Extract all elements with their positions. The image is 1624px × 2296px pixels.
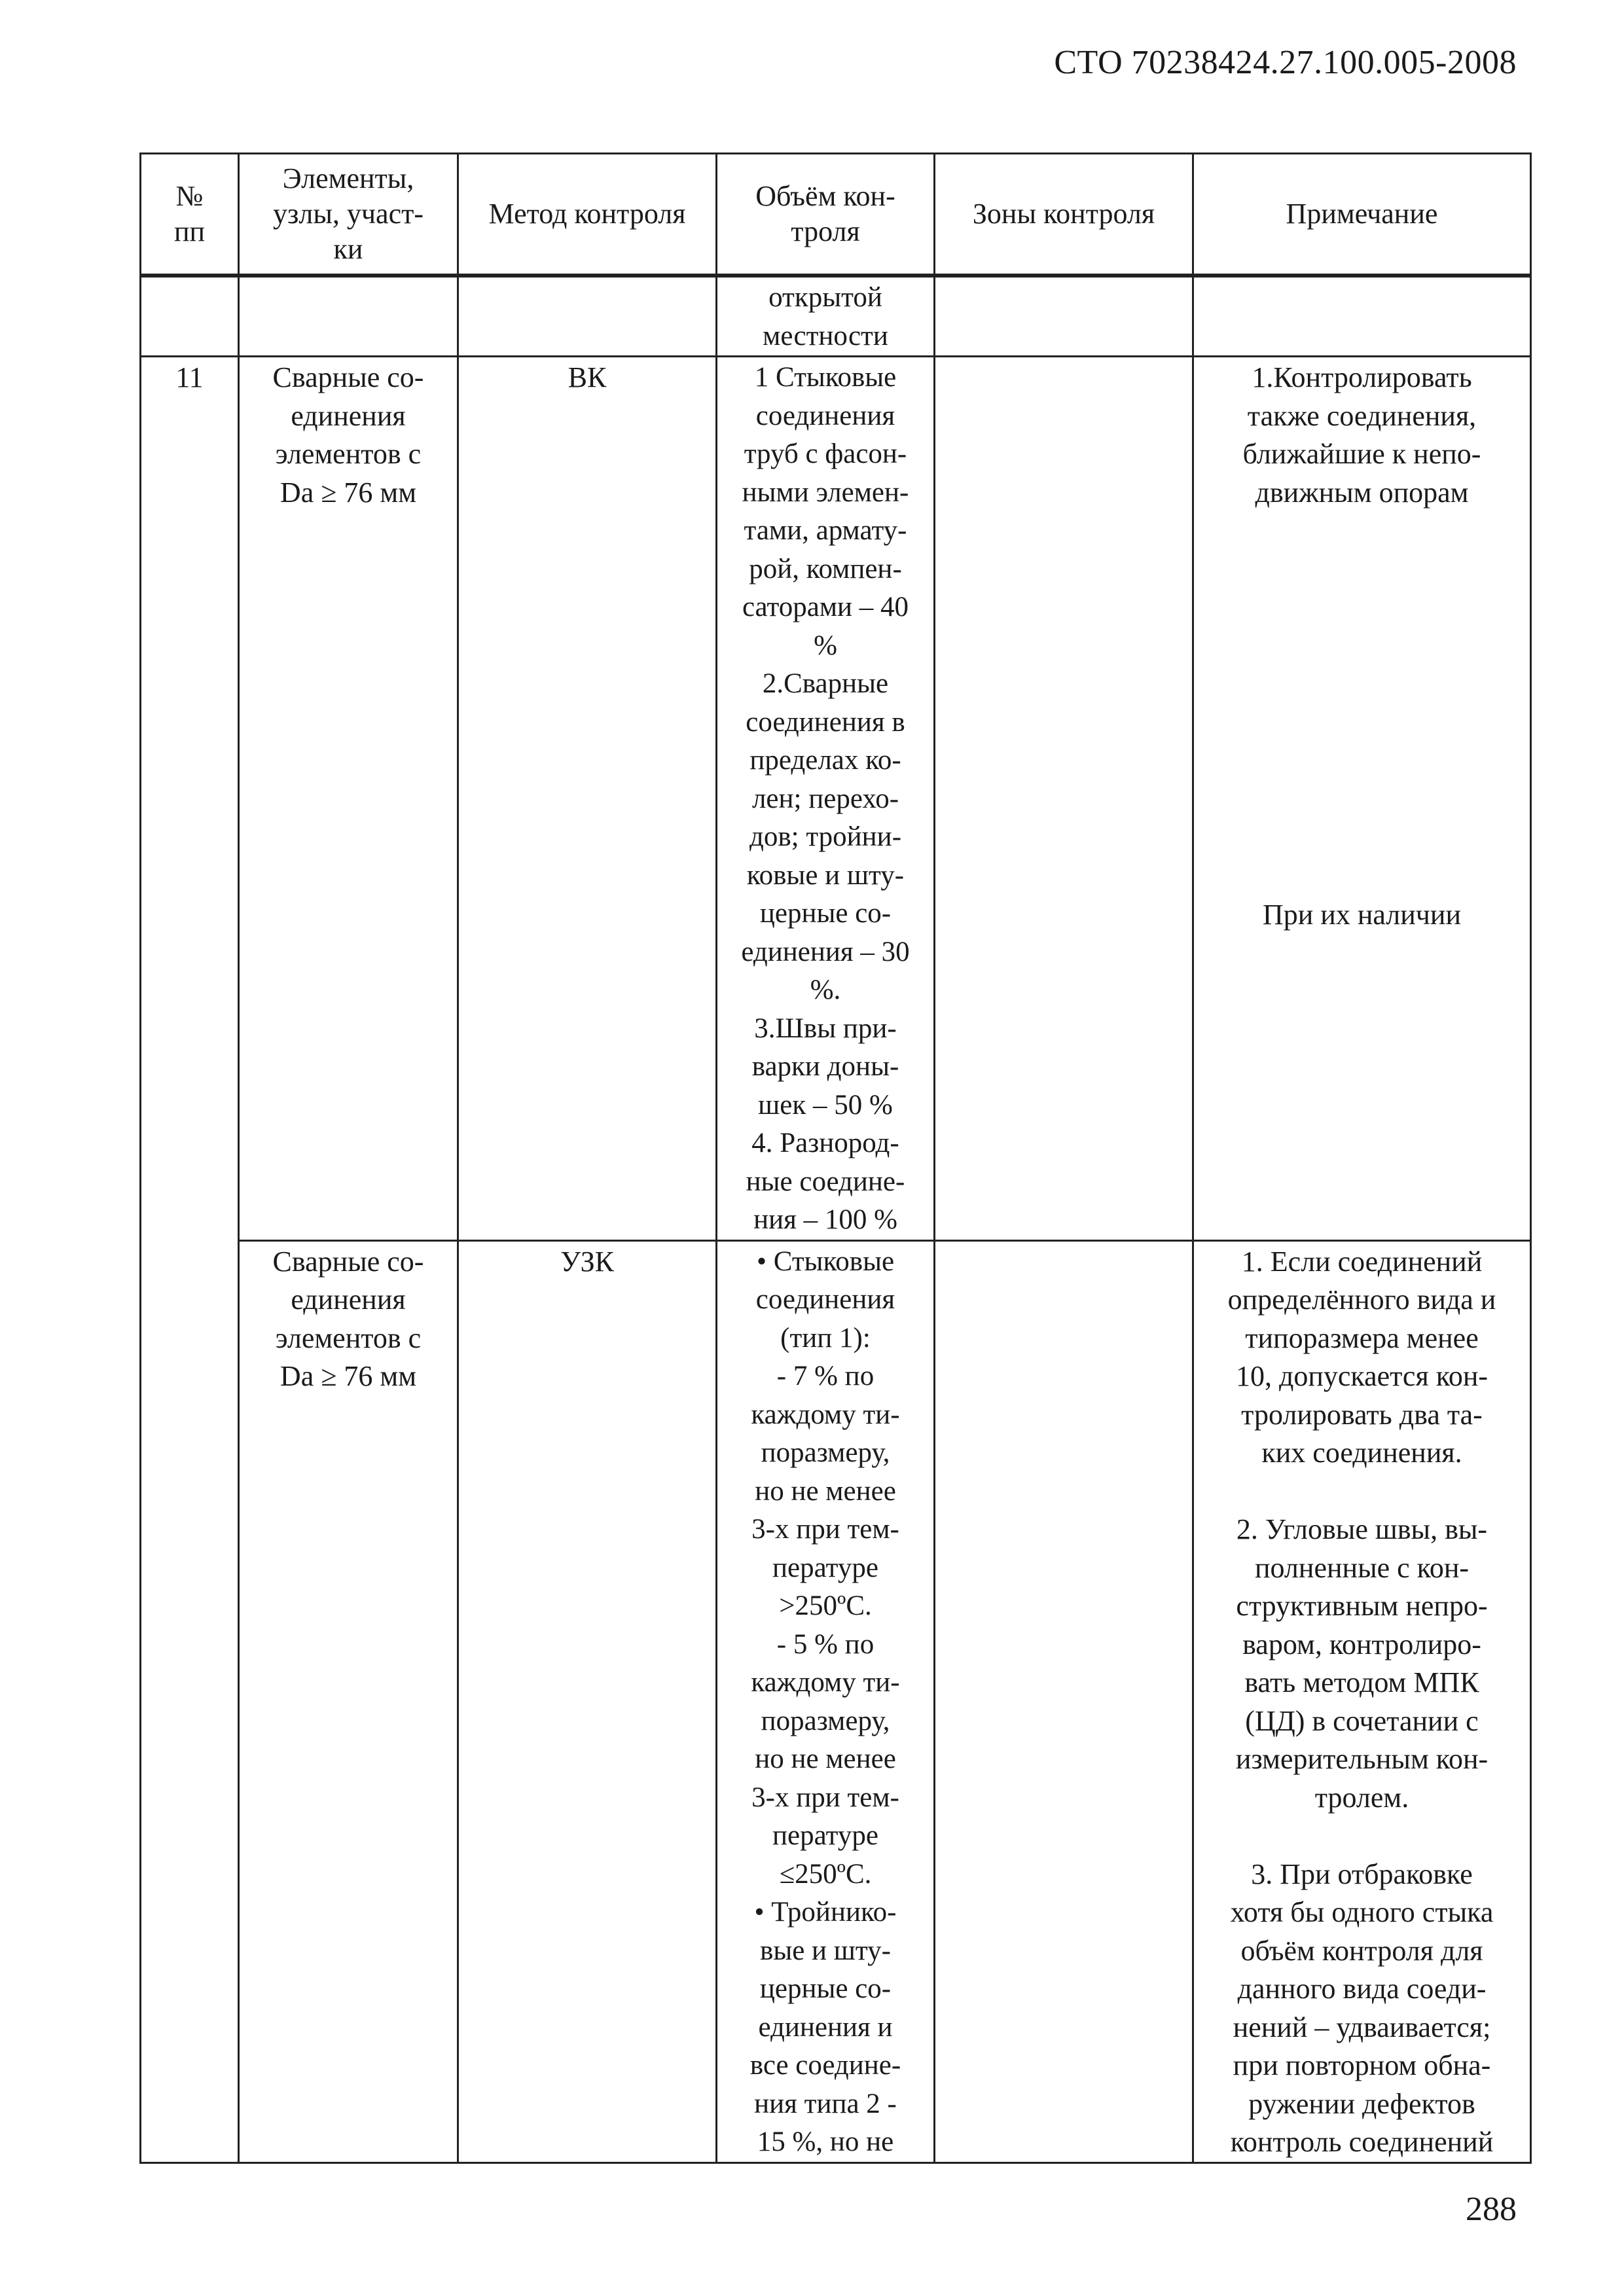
inspection-table [139, 152, 1532, 2164]
cell-note: 1. Если соединений определённого вида и типоразмера менее 10, допускается кон- тролировать два та- ких соединения. 2. Угловые швы, вы- полненные с кон- структивным непро- варом, контролиро- вать методом МПК (ЦД) в сочетании с измерительным кон- тролем. 3. При отбраковке хотя бы одного стыка объём контроля для данного вида соеди- нений – удваивается; при повторном обна- ружении дефектов контроль соединений [1193, 1240, 1531, 2162]
cell-num: 11 [141, 357, 239, 1241]
table-row [141, 276, 1531, 357]
column-header-num: № пп [141, 154, 239, 276]
column-header-zones: Зоны контроля [935, 154, 1193, 276]
cell-method [458, 276, 717, 357]
page-number: 288 [1466, 2191, 1517, 2228]
table-row [141, 357, 1531, 1241]
cell-method: ВК [458, 357, 717, 1241]
table-row [141, 1240, 1531, 2162]
note-extra: При их наличии [1262, 899, 1462, 931]
cell-num [141, 1240, 239, 2162]
document-code: СТО 70238424.27.100.005-2008 [1054, 44, 1517, 81]
cell-element [239, 276, 458, 357]
cell-num [141, 276, 239, 357]
cell-zones [935, 1240, 1193, 2162]
table-header-row [141, 154, 1531, 276]
column-header-elements: Элементы, узлы, участ- ки [239, 154, 458, 276]
cell-zones [935, 357, 1193, 1241]
cell-note [1193, 357, 1531, 1241]
column-header-volume: Объём кон- троля [717, 154, 935, 276]
column-header-note: Примечание [1193, 154, 1531, 276]
cell-note [1193, 276, 1531, 357]
note-text: 1.Контролировать также соединения, ближайшие к непо- движным опорам [1242, 361, 1481, 509]
cell-volume: открытой местности [717, 276, 935, 357]
cell-element: Сварные со- единения элементов с Dа ≥ 76 мм [239, 1240, 458, 2162]
column-header-method: Метод контроля [458, 154, 717, 276]
cell-element: Сварные со- единения элементов с Dа ≥ 76 мм [239, 357, 458, 1241]
cell-zones [935, 276, 1193, 357]
cell-volume: 1 Стыковые соединения труб с фасон- ными элемен- тами, армату- рой, компен- саторами – 40 % 2.Сварные соединения в пределах ко- лен; перехо- дов; тройни- ковые и шту- церные со- единения – 30 %. 3.Швы при- варки доны- шек – 50 % 4. Разнород- ные соедине- ния – 100 % [717, 357, 935, 1241]
cell-volume: • Стыковые соединения (тип 1): - 7 % по каждому ти- поразмеру, но не менее 3-х при тем- пературе >250ºС. - 5 % по каждому ти- поразмеру, но не менее 3-х при тем- пературе ≤250ºС. • Тройнико- вые и шту- церные со- единения и все соедине- ния типа 2 - 15 %, но не [717, 1240, 935, 2162]
cell-method: УЗК [458, 1240, 717, 2162]
